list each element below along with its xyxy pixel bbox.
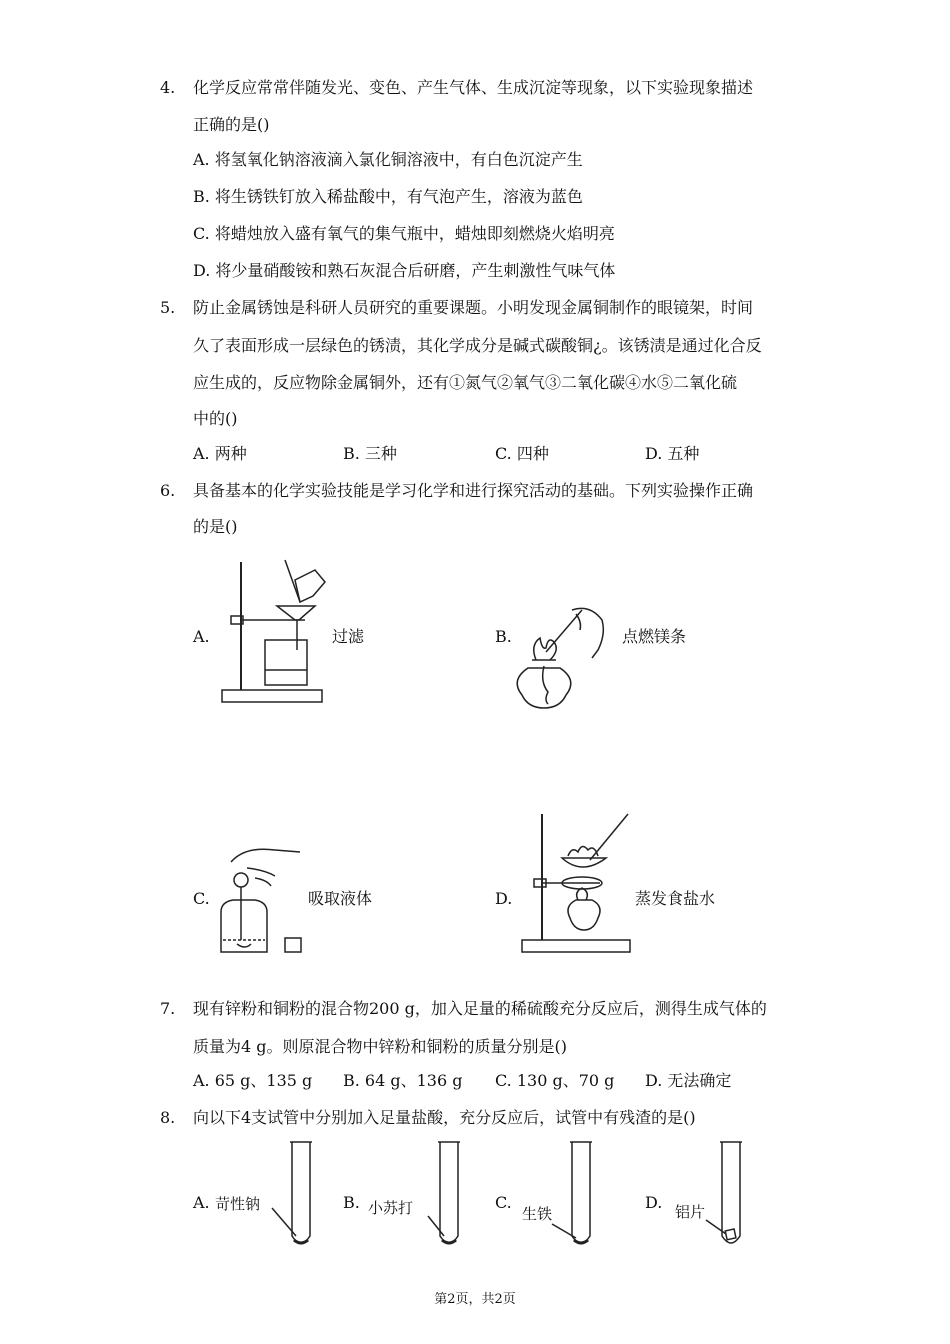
q6-stem-line2: 的是()	[193, 517, 238, 536]
q5-option-c: C. 四种	[495, 444, 549, 463]
q5-stem-line1: 防止金属锈蚀是科研人员研究的重要课题。小明发现金属铜制作的眼镜架，时间	[193, 298, 754, 317]
q8-option-b-letter: B.	[343, 1193, 360, 1212]
q5-stem-line4: 中的()	[193, 409, 238, 428]
test-tube-d-figure	[710, 1140, 750, 1252]
q5-stem-line3: 应生成的，反应物除金属铜外，还有①氮气②氧气③二氧化碳④水⑤二氧化硫	[193, 373, 738, 392]
test-tube-c-figure	[560, 1140, 600, 1252]
filtration-apparatus-figure	[215, 550, 330, 710]
q8-option-c-label: 生铁	[522, 1205, 553, 1223]
test-tube-a-figure	[280, 1140, 320, 1252]
dropper-liquid-figure	[215, 840, 310, 965]
q4-stem-line2: 正确的是()	[193, 115, 270, 134]
q6-option-b-caption: 点燃镁条	[622, 627, 687, 646]
q6-option-b-letter: B.	[495, 627, 512, 646]
q6-number: 6.	[160, 481, 176, 500]
q4-option-c: C. 将蜡烛放入盛有氧气的集气瓶中，蜡烛即刻燃烧火焰明亮	[193, 224, 615, 243]
q5-option-b: B. 三种	[343, 444, 397, 463]
q7-stem-line2: 质量为4 g。则原混合物中锌粉和铜粉的质量分别是()	[193, 1037, 567, 1056]
q6-option-a-caption: 过滤	[332, 627, 365, 646]
evaporation-apparatus-figure	[520, 808, 635, 958]
q8-option-c-letter: C.	[495, 1193, 512, 1212]
q7-number: 7.	[160, 999, 176, 1018]
q6-stem-line1: 具备基本的化学实验技能是学习化学和进行探究活动的基础。下列实验操作正确	[193, 481, 754, 500]
q7-stem-line1: 现有锌粉和铜粉的混合物200 g，加入足量的稀硫酸充分反应后，测得生成气体的	[193, 999, 767, 1018]
q4-stem-line1: 化学反应常常伴随发光、变色、产生气体、生成沉淀等现象，以下实验现象描述	[193, 78, 754, 97]
q7-option-b: B. 64 g、136 g	[343, 1071, 463, 1090]
q8-number: 8.	[160, 1108, 176, 1127]
q5-option-d: D. 五种	[645, 444, 700, 463]
q8-stem-line1: 向以下4支试管中分别加入足量盐酸，充分反应后，试管中有残渣的是()	[193, 1108, 696, 1127]
magnesium-burning-figure	[510, 600, 620, 712]
q8-option-d-label: 铝片	[675, 1203, 706, 1221]
q6-option-d-caption: 蒸发食盐水	[635, 889, 716, 908]
q7-option-a: A. 65 g、135 g	[193, 1071, 313, 1090]
test-tube-b-figure	[428, 1140, 468, 1252]
q6-option-c-caption: 吸取液体	[308, 889, 373, 908]
q7-option-d: D. 无法确定	[645, 1071, 732, 1090]
q4-number: 4.	[160, 78, 176, 97]
q5-number: 5.	[160, 298, 176, 317]
q6-option-a-letter: A.	[193, 627, 210, 646]
q6-option-c-letter: C.	[193, 889, 210, 908]
q6-option-d-letter: D.	[495, 889, 513, 908]
q8-option-b-label: 小苏打	[368, 1199, 414, 1217]
q4-option-a: A. 将氢氧化钠溶液滴入氯化铜溶液中，有白色沉淀产生	[193, 150, 583, 169]
q8-option-a-label: 苛性钠	[215, 1195, 261, 1213]
q8-option-a-letter: A.	[193, 1193, 210, 1212]
q7-option-c: C. 130 g、70 g	[495, 1071, 615, 1090]
q5-option-a: A. 两种	[193, 444, 247, 463]
q5-stem-line2: 久了表面形成一层绿色的锈渍，其化学成分是碱式碳酸铜¿。该锈渍是通过化合反	[193, 336, 762, 355]
q4-option-b: B. 将生锈铁钉放入稀盐酸中，有气泡产生，溶液为蓝色	[193, 187, 583, 206]
q8-option-d-letter: D.	[645, 1193, 663, 1212]
page-footer: 第2页，共2页	[434, 1292, 516, 1307]
q4-option-d: D. 将少量硝酸铵和熟石灰混合后研磨，产生刺激性气味气体	[193, 261, 616, 280]
